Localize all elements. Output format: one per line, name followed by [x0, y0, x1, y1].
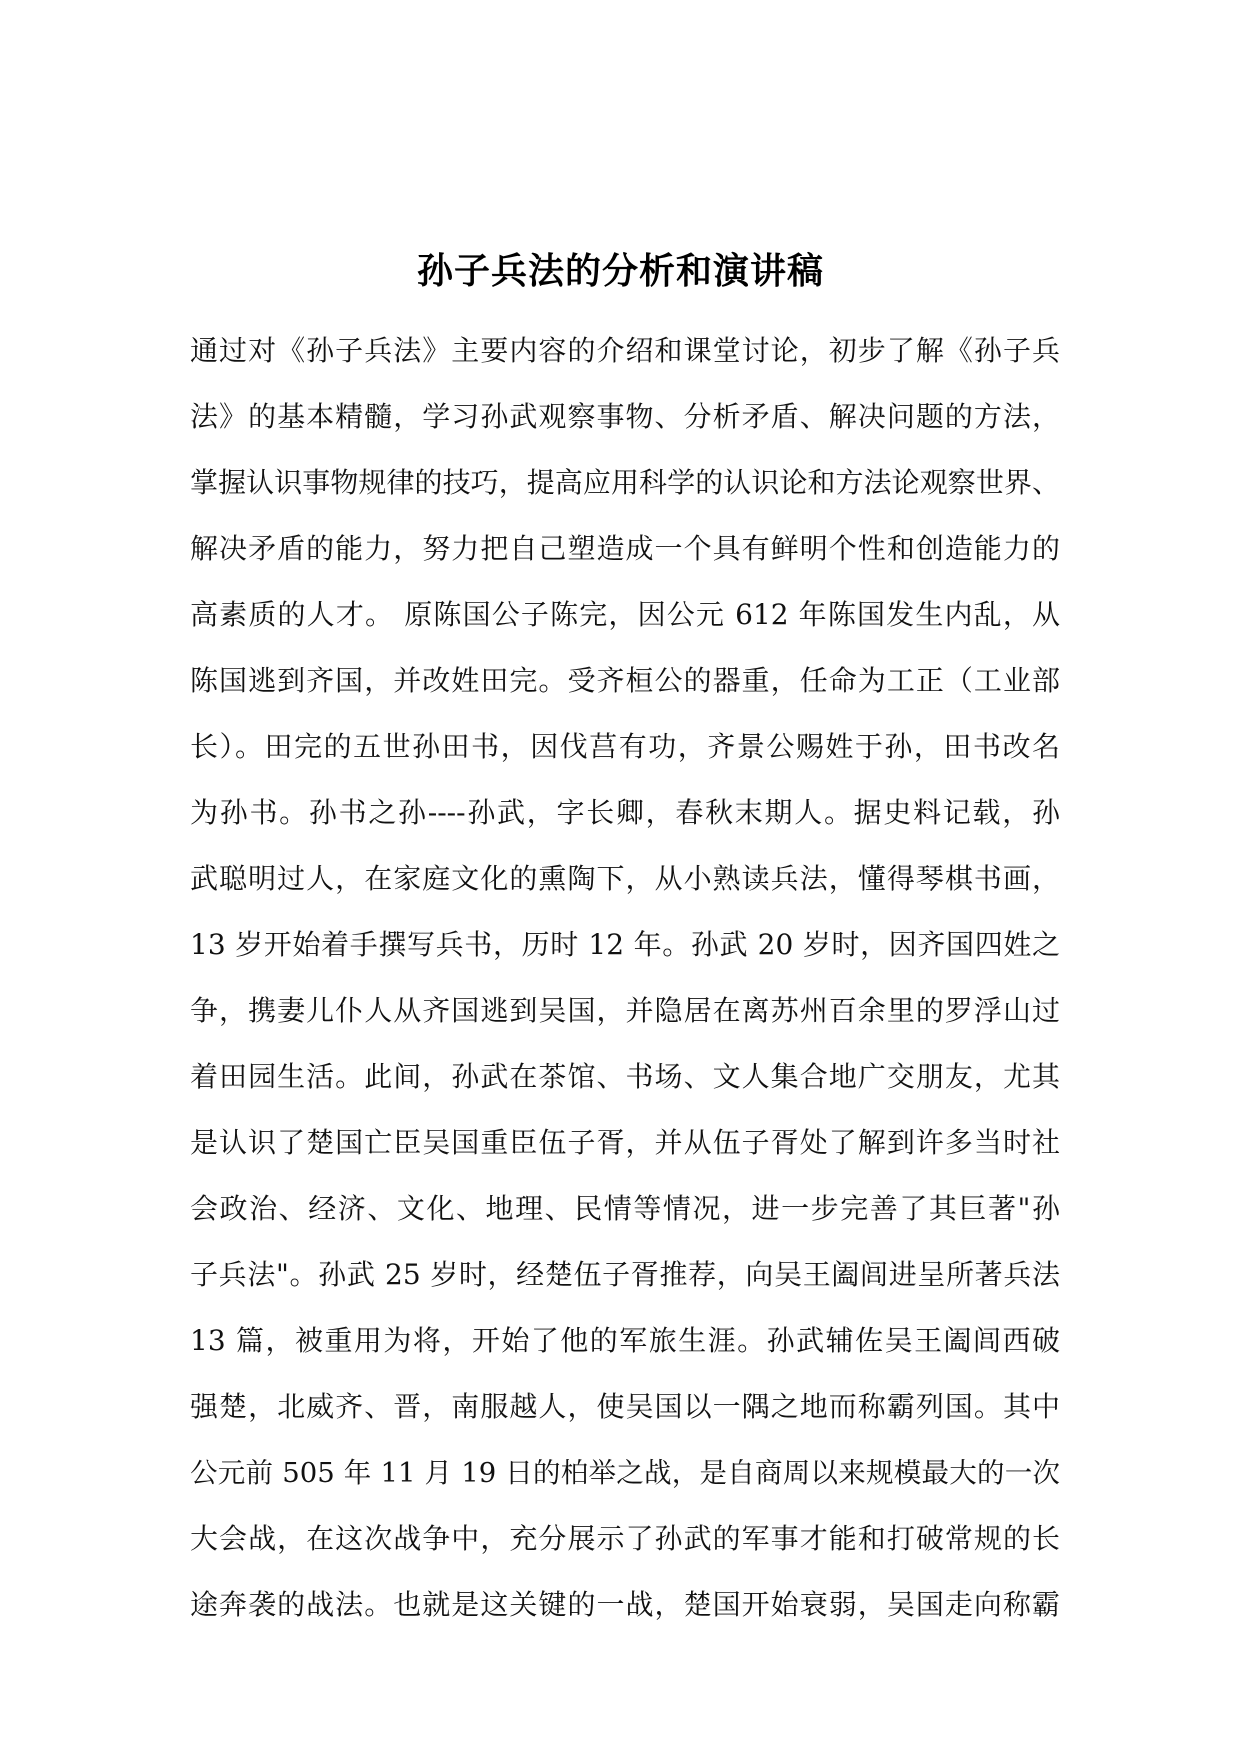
text-line: 陈国逃到齐国，并改姓田完。受齐桓公的器重，任命为工正（工业部: [190, 664, 1060, 697]
text-line: 通过对《孙子兵法》主要内容的介绍和课堂讨论，初步了解《孙子兵: [190, 334, 1060, 367]
body-paragraph: [190, 318, 1060, 1638]
text-line: 解决矛盾的能力，努力把自己塑造成一个具有鲜明个性和创造能力的: [190, 532, 1060, 565]
text-line: 高素质的人才。 原陈国公子陈完，因公元 612 年陈国发生内乱，从: [190, 598, 1060, 631]
text-line: 会政治、经济、文化、地理、民情等情况，进一步完善了其巨著"孙: [190, 1192, 1060, 1225]
text-line: 法》的基本精髓，学习孙武观察事物、分析矛盾、解决问题的方法，: [190, 400, 1060, 433]
text-line: 争，携妻儿仆人从齐国逃到吴国，并隐居在离苏州百余里的罗浮山过: [190, 994, 1060, 1027]
text-line: 着田园生活。此间，孙武在茶馆、书场、文人集合地广交朋友，尤其: [190, 1060, 1060, 1093]
text-line: 长）。田完的五世孙田书，因伐莒有功，齐景公赐姓于孙，田书改名: [190, 730, 1060, 763]
page-title: 孙子兵法的分析和演讲稿: [416, 251, 824, 292]
text-line: 13 岁开始着手撰写兵书，历时 12 年。孙武 20 岁时，因齐国四姓之: [190, 928, 1060, 961]
text-line: 公元前 505 年 11 月 19 日的柏举之战，是自商周以来规模最大的一次: [190, 1457, 1060, 1489]
text-line: 武聪明过人，在家庭文化的熏陶下，从小熟读兵法，懂得琴棋书画，: [190, 862, 1060, 895]
text-line: 掌握认识事物规律的技巧，提高应用科学的认识论和方法论观察世界、: [190, 466, 1060, 499]
text-line: 大会战，在这次战争中，充分展示了孙武的军事才能和打破常规的长: [190, 1522, 1060, 1555]
text-line: 13 篇，被重用为将，开始了他的军旅生涯。孙武辅佐吴王阖闾西破: [190, 1324, 1060, 1357]
text-line: 子兵法"。孙武 25 岁时，经楚伍子胥推荐，向吴王阖闾进呈所著兵法: [190, 1258, 1060, 1291]
text-line: 途奔袭的战法。也就是这关键的一战，楚国开始衰弱，吴国走向称霸: [190, 1588, 1060, 1621]
text-line: 强楚，北威齐、晋，南服越人，使吴国以一隅之地而称霸列国。其中: [190, 1390, 1060, 1423]
text-line: 为孙书。孙书之孙----孙武，字长卿，春秋末期人。据史料记载，孙: [190, 796, 1060, 829]
text-line: 是认识了楚国亡臣吴国重臣伍子胥，并从伍子胥处了解到许多当时社: [190, 1126, 1060, 1159]
